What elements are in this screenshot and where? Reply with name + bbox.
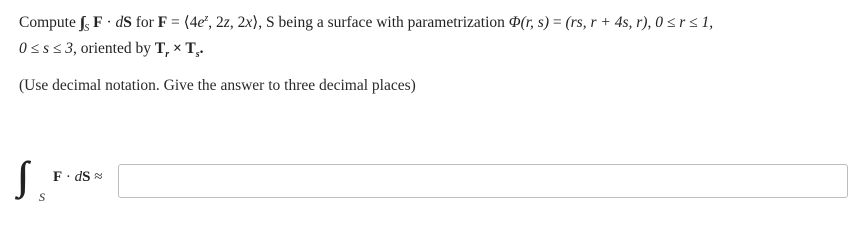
answer-integral-subscript: S [39,190,45,204]
answer-input[interactable] [118,164,848,198]
differential-d: d [115,14,124,31]
compute-label: Compute [19,14,76,31]
orientation-vector: $T_r \times T_s$. [154,40,204,61]
answer-integral-symbol: ∫∫ [17,153,19,198]
answer-row [17,152,863,212]
oriented-by: , oriented by [73,40,151,57]
field-definition: $⟨4e^z$, 2z, 2x⟩ [183,12,259,31]
surface-text: , S being a surface with parametrization [258,14,505,31]
question-line-1: Compute ∫∫ $_S$ F · dS for $F = ⟨4e^z$, 2z, 2x⟩, S being a surface with parametrization Φ(r, s) = (rs, r + 4s, r), 0 ≤ r ≤ 1, [19,12,714,35]
s-range: 0 ≤ s ≤ 3 [19,40,74,57]
for-label: for [135,14,154,31]
answer-lhs: F · dS ≈ [53,169,103,185]
instruction-note: (Use decimal notation. Give the answer to three decimal places) [19,77,416,94]
r-range: 0 ≤ r ≤ 1, [655,14,714,31]
param-value: (rs, r + 4s, r) [565,14,648,31]
double-integral-symbol: ∫∫ [79,14,83,31]
param-name: Φ(r, s) [508,14,549,31]
field-symbol-2: F [157,14,168,31]
question-line-2 [19,39,204,59]
integral-subscript: S [84,23,90,35]
field-symbol: F [93,14,103,31]
surface-element: S [123,14,132,31]
